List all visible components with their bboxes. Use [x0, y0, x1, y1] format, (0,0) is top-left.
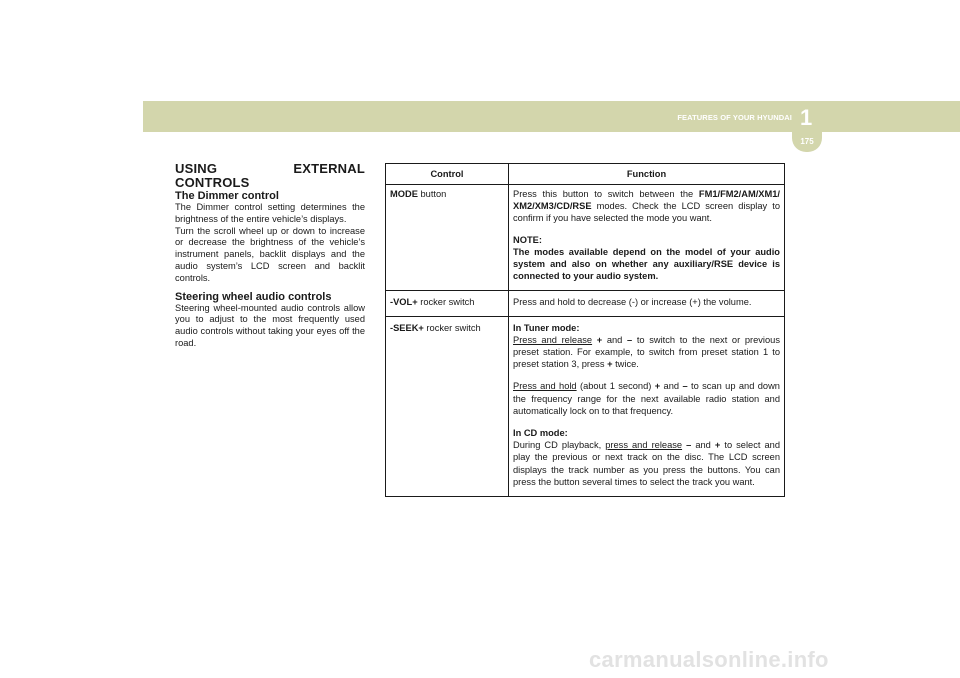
page-number: 175: [800, 137, 814, 146]
cd-mode-label: In CD mode:: [513, 428, 568, 439]
section-title: FEATURES OF YOUR HYUNDAI: [677, 113, 792, 122]
control-seek-type: rocker switch: [423, 322, 481, 333]
table-header-row: [386, 164, 785, 185]
controls-table: [385, 163, 785, 497]
note-label: NOTE:: [513, 234, 542, 245]
steering-heading: Steering wheel audio controls: [175, 290, 332, 303]
table-row-seek: [386, 316, 785, 496]
mode-description: Press this button to switch between the FM1/FM2/AM/XM1/ XM2/XM3/CD/RSE modes. Check the LCD screen display to confirm if you have selected the mode you want.: [513, 189, 780, 224]
mode-list-2: XM2/XM3/CD/RSE: [513, 201, 592, 212]
control-cell-seek: [386, 316, 509, 496]
left-column: [175, 162, 365, 350]
function-cell-mode: [509, 185, 785, 291]
chapter-number: 1: [800, 105, 813, 130]
cd-mode-description: During CD playback, press and release – and + to select and play the previous or next track on the disc. The LCD screen displays the track number as you press the buttons. You can press the button several times to select the track you want.: [513, 440, 780, 487]
control-vol-type: rocker switch: [417, 297, 475, 308]
dimmer-heading: The Dimmer control: [175, 190, 279, 202]
control-mode-name: MODE: [390, 189, 418, 199]
tuner-mode-label: In Tuner mode:: [513, 322, 580, 333]
watermark: carmanualsonline.info: [589, 647, 829, 672]
function-cell-seek: [509, 316, 785, 496]
column-header-function: Function: [509, 164, 785, 185]
table-row-vol: [386, 291, 785, 316]
mode-note: [513, 234, 780, 283]
page-title: USING EXTERNAL CONTROLS: [175, 161, 365, 190]
control-seek-name: -SEEK+: [390, 322, 424, 333]
steering-paragraph: Steering wheel-mounted audio controls allow you to adjust to the most frequently used audio controls without taking your eyes off the road.: [175, 302, 365, 348]
vol-description: Press and hold to decrease (-) or increase (+) the volume.: [513, 297, 752, 308]
control-cell-mode: [386, 185, 509, 291]
tuner-press-hold: Press and hold (about 1 second) + and – to scan up and down the frequency range for the next available radio station and automatically lock on to that frequency.: [513, 381, 780, 416]
header-band: [143, 101, 960, 132]
function-cell-vol: [509, 291, 785, 316]
dimmer-paragraph-2: Turn the scroll wheel up or down to increase or decrease the brightness of the vehicle’s instrument panels, backlit displays and the audio system’s LCD screen and backlit controls.: [175, 225, 365, 283]
table-row-mode: [386, 185, 785, 291]
control-cell-vol: [386, 291, 509, 316]
mode-list-1: FM1/FM2/AM/XM1/: [698, 189, 780, 199]
dimmer-paragraph-1: The Dimmer control setting determines the brightness of the entire vehicle’s displays.: [175, 202, 365, 224]
note-text: The modes available depend on the model of your audio system and also on whether any auxiliary/RSE device is connected to your audio system.: [513, 246, 780, 282]
control-mode-type: button: [417, 189, 447, 199]
column-header-control: Control: [386, 164, 509, 185]
tuner-press-release: Press and release + and – to switch to the next or previous preset station. For example, to switch from preset station 1 to preset station 3, press + twice.: [513, 334, 780, 370]
control-vol-name: -VOL+: [390, 297, 418, 308]
